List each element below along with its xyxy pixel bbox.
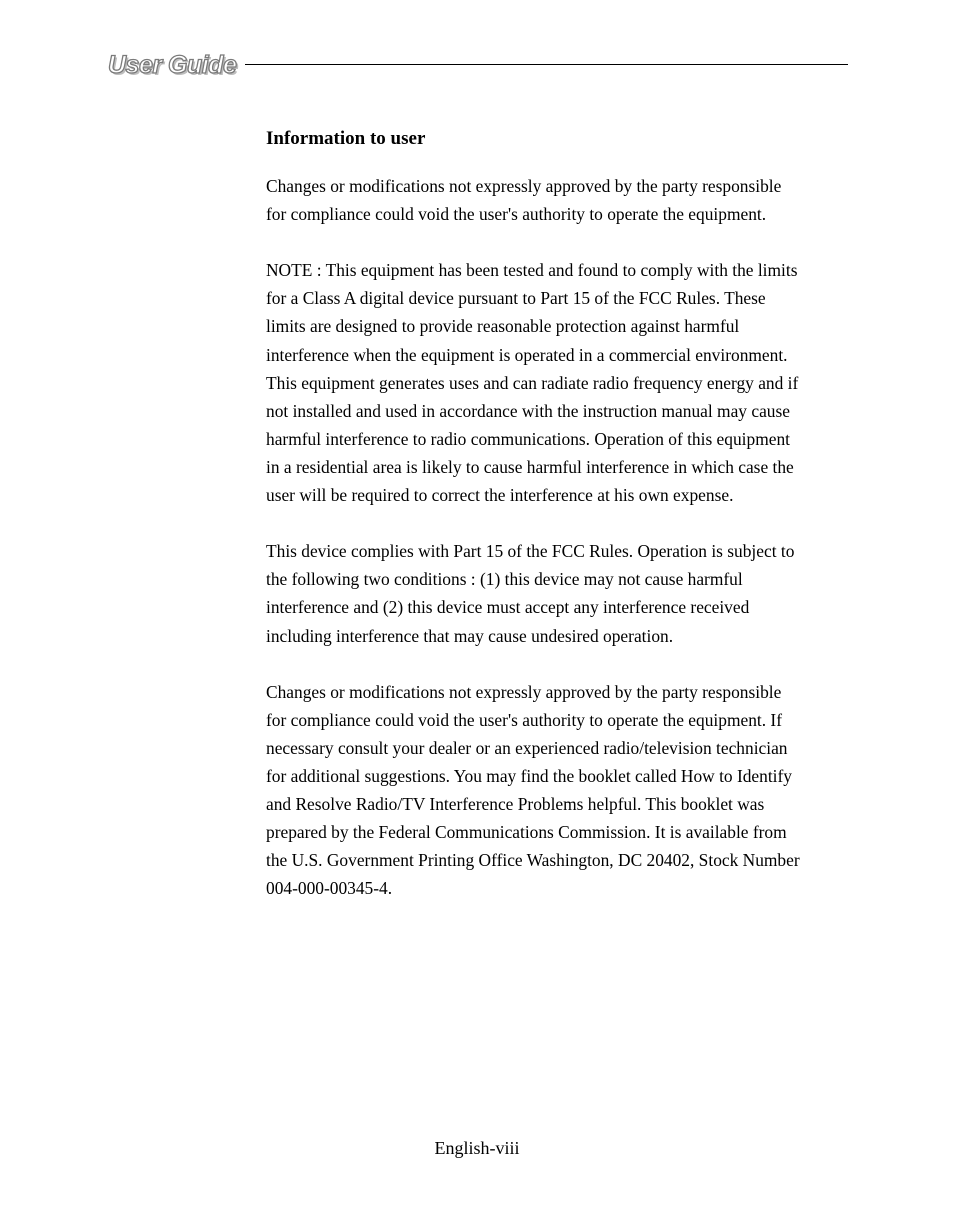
paragraph-line: limits are designed to provide reasonable protection against harmful (266, 316, 740, 337)
paragraph-line: necessary consult your dealer or an experienced radio/television technician (266, 737, 788, 758)
paragraph-line: the following two conditions : (1) this device may not cause harmful (266, 569, 743, 590)
paragraph-line: not installed and used in accordance with the instruction manual may cause (266, 400, 790, 421)
paragraph-line: and Resolve Radio/TV Interference Problems helpful. This booklet was (266, 794, 765, 815)
paragraph-line: in a residential area is likely to cause harmful interference in which case the (266, 456, 794, 477)
paragraph-line: prepared by the Federal Communications Commission. It is available from (266, 822, 787, 843)
paragraph-line: for compliance could void the user's authority to operate the equipment. If (266, 709, 782, 730)
paragraph-line: This equipment generates uses and can radiate radio frequency energy and if (266, 372, 799, 393)
paragraph-line: harmful interference to radio communications. Operation of this equipment (266, 428, 790, 449)
page-number: English-viii (434, 1138, 520, 1158)
paragraph-line: Changes or modifications not expressly approved by the party responsible (266, 681, 782, 702)
paragraph-line: This device complies with Part 15 of the FCC Rules. Operation is subject to (266, 541, 795, 562)
page-content (266, 126, 866, 931)
paragraph-booklet-info (266, 678, 866, 903)
header-divider (245, 64, 848, 65)
paragraph-line: for additional suggestions. You may find the booklet called How to Identify (266, 765, 792, 786)
paragraph-line: interference when the equipment is operated in a commercial environment. (266, 344, 788, 365)
user-guide-logo: User Guide (108, 51, 237, 79)
paragraph-line: the U.S. Government Printing Office Washington, DC 20402, Stock Number (266, 850, 800, 871)
paragraph-line: Changes or modifications not expressly approved by the party responsible (266, 176, 782, 196)
paragraph-line: 004-000-00345-4. (266, 878, 393, 899)
paragraph-line: for a Class A digital device pursuant to Part 15 of the FCC Rules. These (266, 288, 766, 309)
paragraph-part15-conditions (266, 537, 866, 649)
paragraph-line: user will be required to correct the interference at his own expense. (266, 485, 734, 506)
paragraph-line: NOTE : This equipment has been tested and found to comply with the limits (266, 260, 798, 281)
paragraph-line: including interference that may cause undesired operation. (266, 625, 674, 646)
paragraph-fcc-note (266, 256, 866, 509)
paragraph-line: for compliance could void the user's authority to operate the equipment. (266, 204, 767, 225)
paragraph-changes-notice (266, 172, 866, 228)
paragraph-line: interference and (2) this device must accept any interference received (266, 597, 750, 618)
section-title: Information to user (266, 128, 426, 149)
